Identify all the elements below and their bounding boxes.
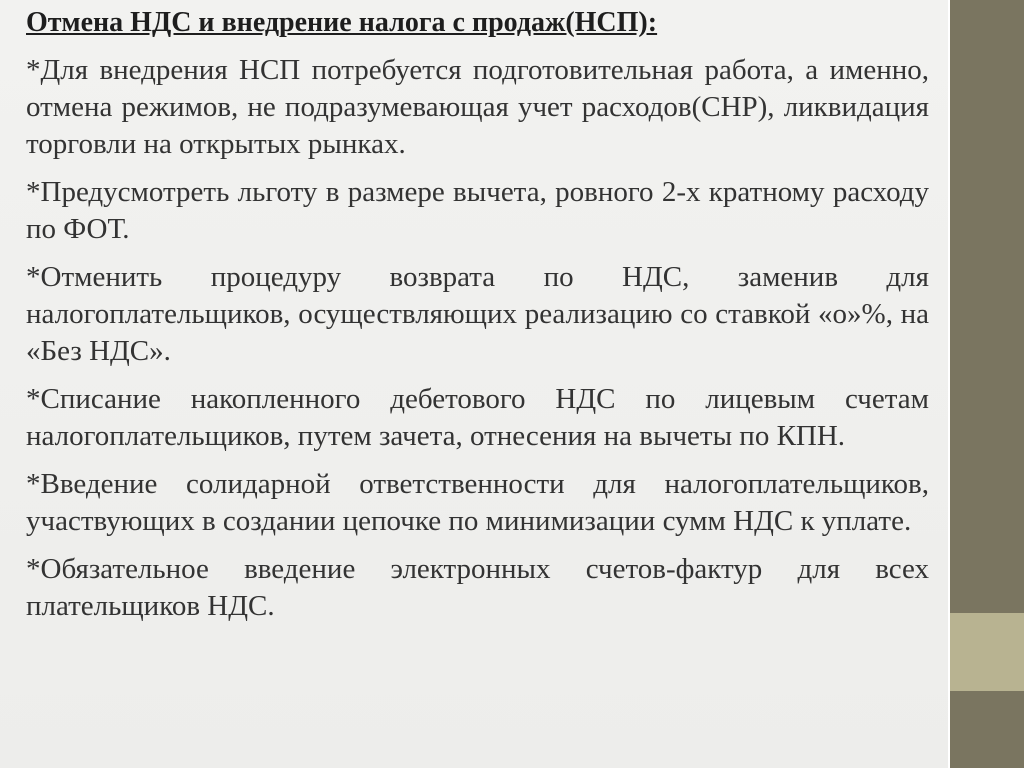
bullet-item: *Отменить процедуру возврата по НДС, заменив для налогоплательщиков, осуществляющих реализацию со ставкой «о»%, на «Без НДС». <box>26 261 929 367</box>
bullet-item: *Обязательное введение электронных счетов-фактур для всех плательщиков НДС. <box>26 553 929 622</box>
slide-title: Отмена НДС и внедрение налога с продаж(НСП): <box>26 7 658 38</box>
sidebar-accent-band <box>950 613 1024 691</box>
bullet-list <box>26 52 929 636</box>
bullet-item: *Введение солидарной ответственности для налогоплательщиков, участвующих в создании цепочке по минимизации сумм НДС к уплате. <box>26 468 929 537</box>
sidebar-dark-band <box>950 0 1024 613</box>
sidebar-bottom-band <box>950 691 1024 768</box>
bullet-item: *Предусмотреть льготу в размере вычета, ровного 2-х кратному расходу по ФОТ. <box>26 176 929 245</box>
bullet-item: *Списание накопленного дебетового НДС по лицевым счетам налогоплательщиков, путем зачета, отнесения на вычеты по КПН. <box>26 383 929 452</box>
bullet-item: *Для внедрения НСП потребуется подготовительная работа, а именно, отмена режимов, не подразумевающая учет расходов(СНР), ликвидация торговли на открытых рынках. <box>26 54 929 160</box>
